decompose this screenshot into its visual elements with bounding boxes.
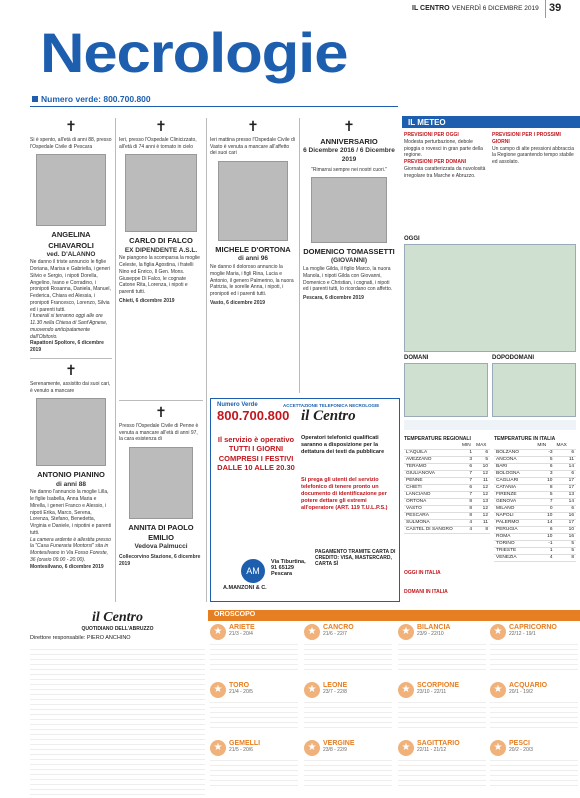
sign-dates: 23/7 - 22/8 <box>323 689 347 695</box>
sign-acquario <box>490 682 578 728</box>
table-cell: GENOVA <box>494 498 535 505</box>
sign-dates: 20/2 - 20/3 <box>509 747 533 753</box>
zodiac-icon: ★ <box>490 682 506 698</box>
sign-text <box>210 698 298 728</box>
table-title: TEMPERATURE REGIONALI <box>404 436 471 442</box>
ad-numero-label: Numero Verde <box>217 402 258 408</box>
divider <box>206 118 207 602</box>
intro-text: Ieri mattina presso l'Ospedale Civile di Vasto è venuta a mancare all'affetto dei suoi cari <box>210 136 295 157</box>
table-row <box>494 554 576 561</box>
sign-name: PESCI <box>509 740 531 747</box>
meteo-header <box>402 116 580 128</box>
table-cell: 3 <box>460 456 474 463</box>
table-cell: 11 <box>474 519 490 526</box>
table-cell: 5 <box>535 456 554 463</box>
place-date: Vasto, 6 dicembre 2019 <box>210 299 266 306</box>
person-subtitle: ved. D'ALANNO <box>46 250 96 258</box>
table-cell: 10 <box>474 463 490 470</box>
sign-dates: 23/9 - 22/10 <box>417 631 444 637</box>
table-cell: 11 <box>474 477 490 484</box>
table-row <box>404 526 490 533</box>
table-row <box>494 519 576 526</box>
table-cell: 0 <box>535 505 554 512</box>
sign-cancro <box>304 624 392 670</box>
cross-icon: ✝ <box>155 119 167 135</box>
table-row <box>494 484 576 491</box>
sign-name: BILANCIA <box>417 624 451 631</box>
cross-icon: ✝ <box>247 119 259 135</box>
zodiac-icon: ★ <box>304 624 320 640</box>
text: Giornata caratterizzata da nuvolosità irregolare tra Marche e Abruzzo. <box>404 165 486 179</box>
table-cell: 7 <box>460 470 474 477</box>
table-cell: 8 <box>460 498 474 505</box>
table-cell: 10 <box>535 512 554 519</box>
sign-pesci <box>490 740 578 786</box>
sign-capricorno <box>490 624 578 670</box>
company-logo-icon: AM <box>241 559 265 583</box>
col-min: MIN <box>535 442 554 449</box>
portrait-photo <box>125 154 197 232</box>
table-cell: 8 <box>460 512 474 519</box>
table-cell: GIULIANOVA <box>404 470 460 477</box>
divider <box>119 400 203 401</box>
sign-toro <box>210 682 298 728</box>
table-cell: 6 <box>474 449 490 456</box>
table-row <box>494 526 576 533</box>
table-cell: PESCARA <box>404 512 460 519</box>
sign-text <box>490 640 578 670</box>
table-cell: CHIETI <box>404 484 460 491</box>
intro-text: Ieri, presso l'Ospedale Clinicizzato, all'età di 74 anni è tornato in cielo <box>119 136 197 150</box>
body-text: Ne danno l'annuncio la moglie Lilla, le figlie Isabella, Anna Maria e Mirella, i generi Franco e Alessio, i nipoti Erika, Marco, Serena, Lorenza, Stefano, Benedetta, Virginia e Daniele, i nipotini e parenti tutti. <box>30 489 112 536</box>
table-row <box>494 463 576 470</box>
ad-company: A.MANZONI & C. <box>223 585 267 591</box>
zodiac-icon: ★ <box>304 740 320 756</box>
sign-bilancia <box>398 624 486 670</box>
sign-dates: 20/1 - 19/2 <box>509 689 533 695</box>
table-cell: 13 <box>474 498 490 505</box>
table-cell: TRIESTE <box>494 547 535 554</box>
col-max: MAX <box>554 442 576 449</box>
zodiac-icon: ★ <box>398 624 414 640</box>
table-row <box>494 449 576 456</box>
portrait-photo <box>36 154 106 226</box>
person-subtitle: di anni 96 <box>238 255 268 263</box>
table-row <box>404 470 490 477</box>
body-text: Ne danno il triste annuncio le figlie Doriana, Marisa e Gabriella, i generi Silvio e Sergio, i nipoti Dorella, Angelino, Ivano e Corradino, i pronipoti Rosanna, Daniela, Manuel, Federica, Chiara ed Alessia, i pronipoti Francesco, Lorenzo, Silvia ed i parenti tutti. <box>30 259 111 313</box>
table-cell: 3 <box>535 470 554 477</box>
table-cell: 5 <box>474 456 490 463</box>
sign-vergine <box>304 740 392 786</box>
body-text: La moglie Gilda, il figlio Marco, la nuora Manola, i nipoti Gilda con Giovanni, Domenico e Christian, i cognati, i nipoti ed i parenti tutti, lo ricordano con affetto. <box>303 266 393 293</box>
divider <box>299 118 300 393</box>
table-cell: -1 <box>535 540 554 547</box>
table-cell: 7 <box>460 477 474 484</box>
table-row <box>494 477 576 484</box>
person-name: DOMENICO TOMASSETTI <box>303 247 395 257</box>
obituary-dortona <box>210 118 296 307</box>
table-cell: PENNE <box>404 477 460 484</box>
table-cell: ORTONA <box>404 498 460 505</box>
table-cell: FIRENZE <box>494 491 535 498</box>
portrait-photo <box>129 447 193 519</box>
publication-name: IL CENTRO <box>412 5 450 12</box>
anniversary-tag: ANNIVERSARIO <box>320 136 378 146</box>
table-cell: -3 <box>535 449 554 456</box>
ad-pagamento: PAGAMENTO TRAMITE CARTA DI CREDITO: VISA, MASTERCARD, CARTA SÌ <box>315 549 396 567</box>
table-cell: L'AQUILA <box>404 449 460 456</box>
table-cell: 12 <box>474 505 490 512</box>
square-icon <box>32 96 38 102</box>
sign-dates: 23/8 - 22/9 <box>323 747 347 753</box>
table-cell: MILANO <box>494 505 535 512</box>
sign-name: CANCRO <box>323 624 354 631</box>
sign-dates: 23/10 - 22/11 <box>417 689 447 695</box>
sign-dates: 22/12 - 19/1 <box>509 631 536 637</box>
place-date: Chieti, 6 dicembre 2019 <box>119 297 175 304</box>
sign-dates: 22/11 - 21/12 <box>417 747 447 753</box>
temp-italia <box>494 436 576 562</box>
person-name: ANGELINA CHIAVAROLI <box>48 230 94 250</box>
funeral-text: I funerali si terranno oggi alle ore 11.30 nella Chiesa di Sant'Agnese, muovendo anticipatamente dall'Obitorio. <box>30 313 108 340</box>
table-row <box>494 470 576 477</box>
col-min: MIN <box>460 442 474 449</box>
table-cell: 14 <box>554 498 576 505</box>
sign-name: ACQUARIO <box>509 682 548 689</box>
table-cell: 7 <box>535 498 554 505</box>
meteo-title: IL METEO <box>408 118 446 127</box>
table-cell: SULMONA <box>404 519 460 526</box>
ad-address: Via Tiburtina, 91 65129 Pescara <box>271 559 306 577</box>
zodiac-icon: ★ <box>304 682 320 698</box>
table-row <box>494 540 576 547</box>
table-cell: 12 <box>474 512 490 519</box>
table-cell: PERUGIA <box>494 526 535 533</box>
anniversary-tomassetti <box>303 118 395 302</box>
table-cell: 17 <box>554 484 576 491</box>
table-row <box>404 498 490 505</box>
table-cell: CASTEL DI SANGRO <box>404 526 460 533</box>
meteo-italia <box>404 570 576 596</box>
table-cell: LANCIANO <box>404 491 460 498</box>
sign-scorpione <box>398 682 486 728</box>
sign-text <box>490 698 578 728</box>
ad-logo: il Centro <box>301 408 356 424</box>
colophon-sub: QUOTIDIANO DELL'ABRUZZO <box>81 626 154 632</box>
person-name: CARLO DI FALCO <box>129 236 193 246</box>
intro-text: Presso l'Ospedale Civile di Penne è venuta a mancare all'età di anni 97, la cara esistenza di <box>119 422 199 443</box>
obituary-pianino <box>30 362 112 570</box>
map-label: OGGI <box>404 236 420 242</box>
text: Modesta perturbazione, debole pioggia o rovesci in gran parte della regione. <box>404 138 483 159</box>
colophon <box>30 610 205 795</box>
ad-invio: Si prega gli utenti del servizio telefonico di tenere pronto un documento di identificazione per potere dettare gli estremi all'operatore (ART. 119 T.U.L.P.S.) <box>301 477 388 511</box>
zodiac-icon: ★ <box>490 740 506 756</box>
person-name: MICHELE D'ORTONA <box>215 245 291 255</box>
table-row <box>404 456 490 463</box>
table-row <box>404 484 490 491</box>
sign-dates: 21/6 - 22/7 <box>323 631 347 637</box>
zodiac-icon: ★ <box>210 624 226 640</box>
weather-map-domani <box>404 363 488 417</box>
sign-ariete <box>210 624 298 670</box>
table-cell: VASTO <box>404 505 460 512</box>
colophon-logo: il Centro <box>92 610 143 625</box>
masthead <box>0 0 580 18</box>
numero-verde-text: Numero verde: 800.700.800 <box>41 94 151 104</box>
table-cell: 8 <box>460 505 474 512</box>
divider <box>545 0 546 18</box>
table-cell: TERAMO <box>404 463 460 470</box>
ad-servizio: Il servizio è operativo TUTTI I GIORNI COMPRESI I FESTIVI DALLE 10 ALLE 20.30 <box>217 435 295 473</box>
divider <box>115 118 116 602</box>
table-cell: 6 <box>554 449 576 456</box>
table-row <box>494 456 576 463</box>
sign-text <box>398 756 486 786</box>
table-row <box>404 519 490 526</box>
sign-sagittario <box>398 740 486 786</box>
table-cell: 5 <box>535 491 554 498</box>
heading: PREVISIONI PER I PROSSIMI GIORNI <box>492 132 561 145</box>
heading: PREVISIONI PER DOMANI <box>404 159 466 165</box>
sign-text <box>304 698 392 728</box>
place-date: Pescara, 6 dicembre 2019 <box>303 295 364 302</box>
sign-dates: 21/5 - 20/6 <box>229 747 253 753</box>
weather-map-oggi <box>404 244 576 352</box>
place-date: Collecorvino Stazione, 6 dicembre 2019 <box>119 554 201 567</box>
table-cell: 14 <box>554 463 576 470</box>
table-row <box>494 505 576 512</box>
table-cell: 6 <box>554 505 576 512</box>
table-cell: 1 <box>460 449 474 456</box>
heading: OGGI IN ITALIA <box>404 570 441 576</box>
table-cell: AVEZZANO <box>404 456 460 463</box>
page-number: 39 <box>549 2 562 14</box>
table-title: TEMPERATURE IN ITALIA <box>494 436 556 442</box>
sign-text <box>210 640 298 670</box>
obituary-difalco <box>119 118 203 305</box>
table-cell: 14 <box>535 519 554 526</box>
table-cell: 12 <box>474 491 490 498</box>
sign-text <box>398 640 486 670</box>
ad-phone: 800.700.800 <box>217 408 290 423</box>
person-name: ANNITA DI PAOLO EMILIO <box>128 523 194 543</box>
table-cell: 12 <box>474 484 490 491</box>
table-cell: 6 <box>535 463 554 470</box>
sign-name: GEMELLI <box>229 740 261 747</box>
person-name: ANTONIO PIANINO <box>37 470 105 480</box>
zodiac-icon: ★ <box>398 682 414 698</box>
sign-name: SCORPIONE <box>417 682 460 689</box>
divider <box>30 106 398 107</box>
table-cell: 6 <box>460 484 474 491</box>
sign-text <box>490 756 578 786</box>
heading: DOMANI IN ITALIA <box>404 588 448 595</box>
table-cell: 4 <box>460 526 474 533</box>
map-label: DOMANI <box>404 355 429 361</box>
table-cell: BOLOGNA <box>494 470 535 477</box>
cross-icon: ✝ <box>65 363 77 379</box>
oroscopo-title: OROSCOPO <box>214 611 256 618</box>
ad-operatori: Operatori telefonici qualificati saranno a disposizione per la dettatura dei testi da pubblicare <box>301 435 385 455</box>
issue-date: VENERDÌ 6 DICEMBRE 2019 <box>452 5 539 12</box>
table-row <box>404 512 490 519</box>
numero-verde <box>32 94 151 104</box>
table-cell: 6 <box>460 463 474 470</box>
intro-text: Serenamente, assistito dai suoi cari, è venuto a mancare <box>30 380 111 394</box>
table-cell: NAPOLI <box>494 512 535 519</box>
table-cell: 11 <box>554 456 576 463</box>
sign-text <box>210 756 298 786</box>
table-row <box>494 547 576 554</box>
cross-icon: ✝ <box>65 119 77 135</box>
map-label: DOPODOMANI <box>492 355 534 361</box>
table-cell: 4 <box>460 519 474 526</box>
colophon-body <box>30 645 205 795</box>
quote: "Rimarrai sempre nei nostri cuori." <box>311 166 387 173</box>
sign-text <box>304 756 392 786</box>
table-row <box>494 498 576 505</box>
table-cell: 5 <box>554 540 576 547</box>
person-subtitle: (GIOVANNI) <box>331 257 367 265</box>
cross-icon: ✝ <box>155 405 167 421</box>
text: Un campo di alte pressioni abbraccia la Regione garantendo tempo stabile ed assolato. <box>492 145 574 165</box>
table-cell: 10 <box>535 533 554 540</box>
person-subtitle: EX DIPENDENTE A.S.L. <box>124 246 198 254</box>
table-cell: 17 <box>554 519 576 526</box>
telephone-ad <box>210 398 400 602</box>
meteo-text-1 <box>404 132 488 179</box>
table-cell: 1 <box>535 547 554 554</box>
sign-name: VERGINE <box>323 740 355 747</box>
colophon-director: Direttore responsabile: PIERO ANCHINO <box>30 635 131 641</box>
sign-name: CAPRICORNO <box>509 624 557 631</box>
table-cell: BOLZANO <box>494 449 535 456</box>
table-row <box>404 477 490 484</box>
person-subtitle: di anni 88 <box>56 480 86 488</box>
portrait-photo <box>218 161 288 241</box>
table-cell: 16 <box>554 533 576 540</box>
table-cell: PALERMO <box>494 519 535 526</box>
table-cell: 8 <box>535 484 554 491</box>
person-subtitle: Vedova Palmucci <box>134 543 188 551</box>
intro-text: Si è spento, all'età di anni 88, presso l'Ospedale Civile di Pescara <box>30 136 112 150</box>
table-cell: 10 <box>535 477 554 484</box>
meteo-text-2 <box>492 132 576 166</box>
body-text: Ne danno il doloroso annuncio la moglie Maria, i figli Rina, Lucia e Antonio, il genero Palmerino, la nuora Patrizia, le sorelle Anna, i nipoti, i pronipoti ed i parenti tutti. <box>210 264 294 298</box>
heading: PREVISIONI PER OGGI <box>404 132 459 138</box>
portrait-photo <box>311 177 387 243</box>
col-max: MAX <box>474 442 490 449</box>
sign-name: ARIETE <box>229 624 255 631</box>
ad-accettazione: ACCETTAZIONE TELEFONICA NECROLOGIE <box>283 403 380 408</box>
divider <box>30 358 112 359</box>
sign-name: SAGITTARIO <box>417 740 460 747</box>
place-date: Montesilvano, 6 dicembre 2019 <box>30 563 104 570</box>
oroscopo-header <box>208 610 580 621</box>
table-cell: 4 <box>535 554 554 561</box>
table-cell: ROMA <box>494 533 535 540</box>
zodiac-icon: ★ <box>398 740 414 756</box>
table-cell: 6 <box>554 470 576 477</box>
table-cell: 13 <box>554 491 576 498</box>
temp-regionali <box>404 436 490 534</box>
sign-name: TORO <box>229 682 250 689</box>
sign-name: LEONE <box>323 682 348 689</box>
table-row <box>494 512 576 519</box>
portrait-photo <box>36 398 106 466</box>
sign-dates: 21/3 - 20/4 <box>229 631 253 637</box>
sign-dates: 21/4 - 20/5 <box>229 689 253 695</box>
table-row <box>494 533 576 540</box>
table-row <box>494 491 576 498</box>
weather-map-dopodomani <box>492 363 576 417</box>
body-text-2: La camera ardente è allestita presso la "Casa Funeraria Montorsi" sita in Montesilvano in Via Fosso Foreste, 36 (orario 09.00 - 20.00). <box>30 536 111 563</box>
zodiac-icon: ★ <box>210 740 226 756</box>
weather-legend <box>404 420 576 430</box>
table-row <box>404 491 490 498</box>
table-cell: 6 <box>535 526 554 533</box>
table-cell: 10 <box>554 526 576 533</box>
table-row <box>404 463 490 470</box>
table-cell: 8 <box>474 526 490 533</box>
sign-text <box>398 698 486 728</box>
zodiac-icon: ★ <box>490 624 506 640</box>
cross-icon: ✝ <box>343 119 355 135</box>
table-cell: VENEZIA <box>494 554 535 561</box>
table-row <box>404 449 490 456</box>
table-cell: CATANIA <box>494 484 535 491</box>
page-title: Necrologie <box>40 21 348 84</box>
table-cell: 17 <box>554 477 576 484</box>
table-row <box>404 505 490 512</box>
table-cell: 12 <box>474 470 490 477</box>
sign-leone <box>304 682 392 728</box>
zodiac-icon: ★ <box>210 682 226 698</box>
body-text: Ne piangono la scomparsa la moglie Celeste, la figlia Agostina, i fratelli Nino ed Enrico, Il Gen. Mons. Giuseppe Di Falco, le cognate Catone Rita, Lorenza, i nipoti e parenti tutti. <box>119 255 200 296</box>
table-cell: 8 <box>554 554 576 561</box>
obituary-chiavaroli <box>30 118 112 354</box>
sign-gemelli <box>210 740 298 786</box>
sign-text <box>304 640 392 670</box>
table-cell: BARI <box>494 463 535 470</box>
table-cell: ANCONA <box>494 456 535 463</box>
obituary-dipaolo <box>119 404 203 568</box>
table-cell: 5 <box>554 547 576 554</box>
table-cell: 7 <box>460 491 474 498</box>
table-cell: CAGLIARI <box>494 477 535 484</box>
anniversary-dates: 6 Dicembre 2016 / 6 Dicembre 2019 <box>303 147 395 163</box>
place-date: Rapattoni Spoltore, 6 dicembre 2019 <box>30 340 104 354</box>
table-cell: TORINO <box>494 540 535 547</box>
table-cell: 16 <box>554 512 576 519</box>
